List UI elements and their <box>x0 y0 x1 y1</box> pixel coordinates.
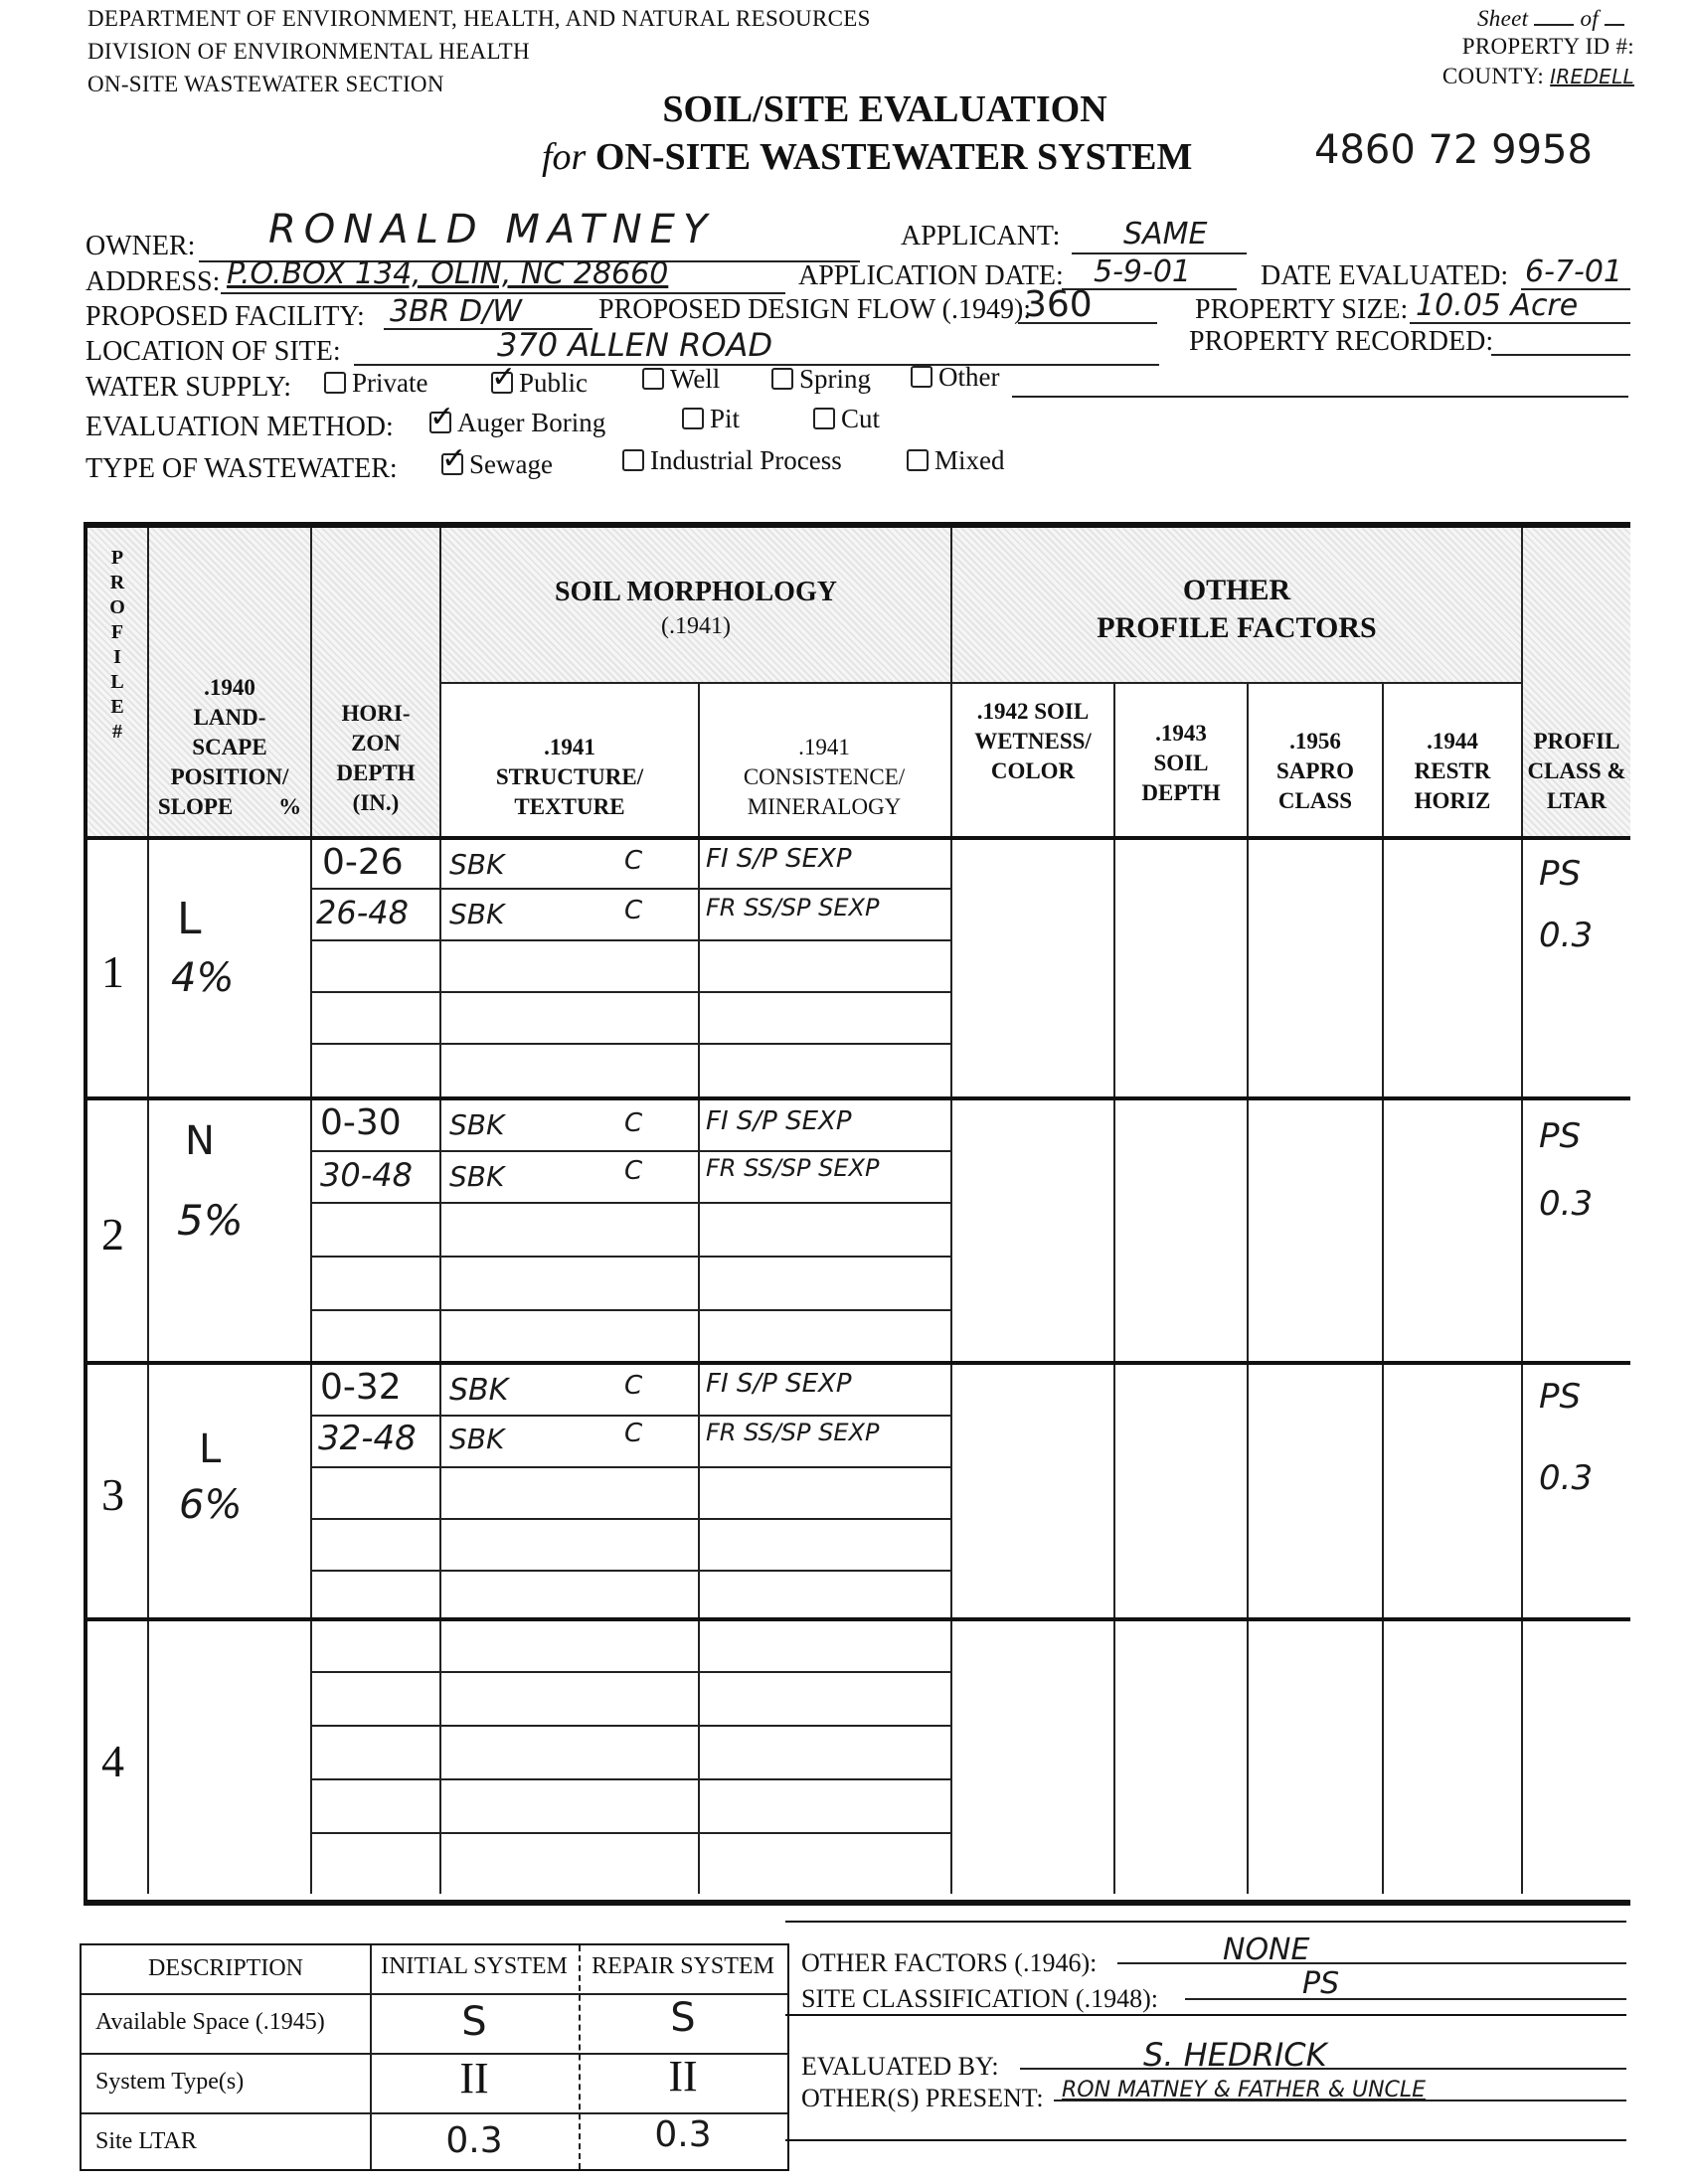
industrial-process-option[interactable]: Industrial Process <box>622 445 842 476</box>
water-other-option[interactable]: Other <box>911 362 999 393</box>
summary-top-rule <box>785 1921 1626 1923</box>
wastewater-label: TYPE OF WASTEWATER: <box>85 453 398 484</box>
col-divider <box>310 528 312 1894</box>
landscape-header: .1940 LAND- SCAPE POSITION/ SLOPE % <box>157 675 302 819</box>
consistence: FI S/P SEXP <box>706 1369 852 1399</box>
proposed-facility-value: 3BR D/W <box>390 294 522 329</box>
profile-ltar: 0.3 <box>1539 1458 1594 1498</box>
profile-class-header: PROFIL CLASS & LTAR <box>1527 729 1626 813</box>
other-factors-label: OTHER FACTORS (.1946): <box>801 1948 1098 1977</box>
horizon-row-line <box>310 991 950 993</box>
soil-morphology-header: SOIL MORPHOLOGY (.1941) <box>555 577 837 639</box>
system-summary-table <box>80 1943 789 2171</box>
evaluation-method-label: EVALUATION METHOD: <box>85 412 394 442</box>
horizon-row-line <box>310 1466 950 1468</box>
sewage-option[interactable]: ✓ Sewage <box>441 449 553 480</box>
profile-separator <box>87 1361 1630 1365</box>
col-divider <box>1113 682 1115 1894</box>
structure: SBK <box>449 848 505 881</box>
profile-separator <box>87 1617 1630 1621</box>
county-value: IREDELL <box>1550 65 1634 88</box>
others-present-value: RON MATNEY & FATHER & UNCLE <box>1062 2078 1427 2102</box>
pit-checkbox[interactable] <box>682 408 704 429</box>
horizon-row-line <box>310 1150 950 1152</box>
landscape-position: L <box>177 894 202 944</box>
mixed-checkbox[interactable] <box>907 449 929 471</box>
horizon-depth: 30-48 <box>320 1156 413 1194</box>
soil-wetness-header: .1942 SOIL WETNESS/ COLOR <box>974 699 1092 783</box>
consistence-header: .1941 CONSISTENCE/ MINERALOGY <box>743 735 906 819</box>
initial-system-header: INITIAL SYSTEM <box>381 1953 568 1979</box>
summary-repair-value: S <box>670 1995 696 2041</box>
summary-repair-value: II <box>668 2052 698 2100</box>
date-evaluated-label: DATE EVALUATED: <box>1261 260 1509 291</box>
applicant-label: APPLICANT: <box>901 221 1061 252</box>
design-flow-label: PROPOSED DESIGN FLOW (.1949): <box>598 294 1032 325</box>
restr-horiz-header: .1944 RESTR HORIZ <box>1414 729 1491 813</box>
consistence: FR SS/SP SEXP <box>706 1419 880 1446</box>
horizon-row-line <box>310 1725 950 1727</box>
location-label: LOCATION OF SITE: <box>85 336 341 367</box>
texture: C <box>624 1156 643 1186</box>
horizon-row-line <box>310 939 950 941</box>
summary-initial-value: II <box>459 2054 489 2102</box>
header-bottom-line <box>87 836 1630 840</box>
county <box>1442 60 1634 93</box>
slope-percent: 4% <box>171 955 235 1001</box>
design-flow-value: 360 <box>1024 284 1093 325</box>
horizon-row-line <box>310 1256 950 1258</box>
landscape-position: N <box>185 1118 215 1164</box>
auger-boring-checkbox[interactable] <box>429 412 451 433</box>
horizon-row-line <box>310 1518 950 1520</box>
section-name: ON-SITE WASTEWATER SECTION <box>87 72 444 96</box>
sheet-label: Sheet <box>1477 6 1529 31</box>
form-title: SOIL/SITE EVALUATION <box>662 88 1107 130</box>
form-subtitle <box>542 135 1192 179</box>
other-profile-factors-header: OTHER PROFILE FACTORS <box>1097 574 1377 644</box>
water-private-option[interactable]: Private <box>324 368 427 399</box>
proposed-facility-label: PROPOSED FACILITY: <box>85 301 365 332</box>
location-value: 370 ALLEN ROAD <box>497 326 773 364</box>
well-checkbox[interactable] <box>642 368 664 390</box>
other-factors-line <box>1117 1938 1626 1964</box>
owner-value: RONALD MATNEY <box>268 207 716 252</box>
structure: SBK <box>449 1160 505 1193</box>
profile-number: 2 <box>101 1209 124 1260</box>
summary-row-label: System Type(s) <box>95 2069 245 2095</box>
profile-table <box>84 522 1630 1906</box>
horizon-depth: 32-48 <box>318 1419 417 1458</box>
address-label: ADDRESS: <box>85 266 221 297</box>
structure: SBK <box>449 1423 505 1455</box>
consistence: FR SS/SP SEXP <box>706 1154 880 1182</box>
consistence: FI S/P SEXP <box>706 1106 852 1136</box>
property-size-value: 10.05 Acre <box>1416 288 1579 323</box>
applicant-value: SAME <box>1123 217 1208 252</box>
texture: C <box>624 846 643 876</box>
profile-number: 3 <box>101 1469 124 1520</box>
profile-class: PS <box>1539 1377 1582 1417</box>
water-well-option[interactable]: Well <box>642 364 720 395</box>
mixed-option[interactable]: Mixed <box>907 445 1005 476</box>
summary-mid-rule <box>785 2014 1626 2016</box>
horizon-depth: 0-32 <box>320 1367 402 1408</box>
other-checkbox[interactable] <box>911 366 932 388</box>
evaluated-by-value: S. HEDRICK <box>1143 2036 1327 2074</box>
repair-system-header: REPAIR SYSTEM <box>592 1953 774 1979</box>
horizon-row-line <box>310 1671 950 1673</box>
county-label: COUNTY: <box>1441 64 1545 88</box>
horizon-header: HORI- ZON DEPTH (IN.) <box>336 701 416 815</box>
water-other-line <box>1012 364 1628 398</box>
subtitle-for: for <box>542 136 587 178</box>
summary-row-label: Available Space (.1945) <box>95 2009 325 2035</box>
col-divider <box>1247 682 1249 1894</box>
consistence: FR SS/SP SEXP <box>706 894 880 922</box>
profile-header: P R O F I L E # <box>109 547 125 743</box>
cut-option[interactable]: Cut <box>813 404 880 434</box>
horizon-depth: 0-26 <box>322 842 404 883</box>
owner-label: OWNER: <box>85 231 196 261</box>
agency-header <box>87 2 871 100</box>
water-supply-label: WATER SUPPLY: <box>85 372 291 403</box>
structure-header: .1941 STRUCTURE/ TEXTURE <box>495 735 644 819</box>
site-classification-line <box>1185 1974 1626 2000</box>
profile-class: PS <box>1539 854 1582 894</box>
profile-number: 1 <box>101 946 124 997</box>
description-header: DESCRIPTION <box>147 1955 303 1981</box>
summary-initial-value: 0.3 <box>445 2120 503 2161</box>
sewage-checkbox[interactable] <box>441 453 463 475</box>
industrial-checkbox[interactable] <box>622 449 644 471</box>
application-date-label: APPLICATION DATE: <box>798 260 1064 291</box>
water-public-option[interactable]: ✓ Public <box>491 368 588 399</box>
auger-boring-option[interactable]: ✓ Auger Boring <box>429 408 605 438</box>
structure: SBK <box>449 1373 509 1408</box>
horizon-row-line <box>310 1043 950 1045</box>
profile-ltar: 0.3 <box>1539 1184 1594 1224</box>
col-divider <box>439 528 441 1894</box>
property-size-label: PROPERTY SIZE: <box>1195 294 1409 325</box>
cut-checkbox[interactable] <box>813 408 835 429</box>
site-classification-value: PS <box>1302 1966 1340 2001</box>
structure: SBK <box>449 898 505 930</box>
summary-bottom-rule <box>785 2139 1626 2141</box>
texture: C <box>624 1108 643 1138</box>
summary-repair-value: 0.3 <box>654 2114 712 2155</box>
profile-number: 4 <box>101 1736 124 1786</box>
property-recorded-line <box>1491 322 1630 356</box>
landscape-position: L <box>199 1427 222 1472</box>
col-divider <box>147 528 149 1894</box>
texture: C <box>624 1371 643 1401</box>
handwritten-property-id: 4860 72 9958 <box>1314 127 1593 173</box>
division-name: DIVISION OF ENVIRONMENTAL HEALTH <box>87 39 530 64</box>
property-id <box>1462 30 1634 63</box>
summary-row-label: Site LTAR <box>95 2128 197 2154</box>
private-checkbox[interactable] <box>324 372 346 394</box>
slope-percent: 6% <box>179 1482 243 1528</box>
profile-separator <box>87 1096 1630 1100</box>
col-divider <box>1382 682 1384 1894</box>
structure: SBK <box>449 1108 505 1141</box>
other-factors-value: NONE <box>1223 1932 1310 1967</box>
profile-ltar: 0.3 <box>1539 916 1594 955</box>
horizon-row-line <box>310 888 950 890</box>
header-subline <box>439 682 1521 684</box>
horizon-depth: 0-30 <box>320 1102 402 1143</box>
others-present-label: OTHER(S) PRESENT: <box>801 2084 1044 2112</box>
horizon-row-line <box>310 1415 950 1417</box>
public-checkbox[interactable] <box>491 372 513 394</box>
soil-depth-header: .1943 SOIL DEPTH <box>1141 721 1221 805</box>
date-evaluated-value: 6-7-01 <box>1525 254 1622 289</box>
spring-checkbox[interactable] <box>771 368 793 390</box>
summary-initial-value: S <box>461 1999 487 2045</box>
pit-option[interactable]: Pit <box>682 404 740 434</box>
texture: C <box>624 1419 643 1448</box>
subtitle-rest: ON-SITE WASTEWATER SYSTEM <box>594 136 1193 178</box>
profile-class: PS <box>1539 1116 1582 1156</box>
horizon-row-line <box>310 1309 950 1311</box>
department-name: DEPARTMENT OF ENVIRONMENT, HEALTH, AND NATURAL RESOURCES <box>87 6 871 31</box>
site-classification-label: SITE CLASSIFICATION (.1948): <box>801 1984 1158 2013</box>
slope-percent: 5% <box>177 1196 244 1245</box>
col-divider <box>698 682 700 1894</box>
horizon-row-line <box>310 1202 950 1204</box>
horizon-row-line <box>310 1778 950 1780</box>
horizon-row-line <box>310 1570 950 1572</box>
address-value: P.O.BOX 134, OLIN, NC 28660 <box>227 256 669 291</box>
horizon-depth: 26-48 <box>316 894 409 931</box>
property-id-label: PROPERTY ID #: <box>1461 34 1634 59</box>
evaluated-by-label: EVALUATED BY: <box>801 2052 999 2081</box>
horizon-row-line <box>310 1832 950 1834</box>
sheet-of-label: of <box>1580 6 1599 31</box>
consistence: FI S/P SEXP <box>706 844 852 874</box>
property-recorded-label: PROPERTY RECORDED: <box>1189 326 1494 357</box>
sapro-class-header: .1956 SAPRO CLASS <box>1276 729 1354 813</box>
water-spring-option[interactable]: Spring <box>771 364 871 395</box>
texture: C <box>624 896 643 925</box>
application-date-value: 5-9-01 <box>1094 254 1191 289</box>
